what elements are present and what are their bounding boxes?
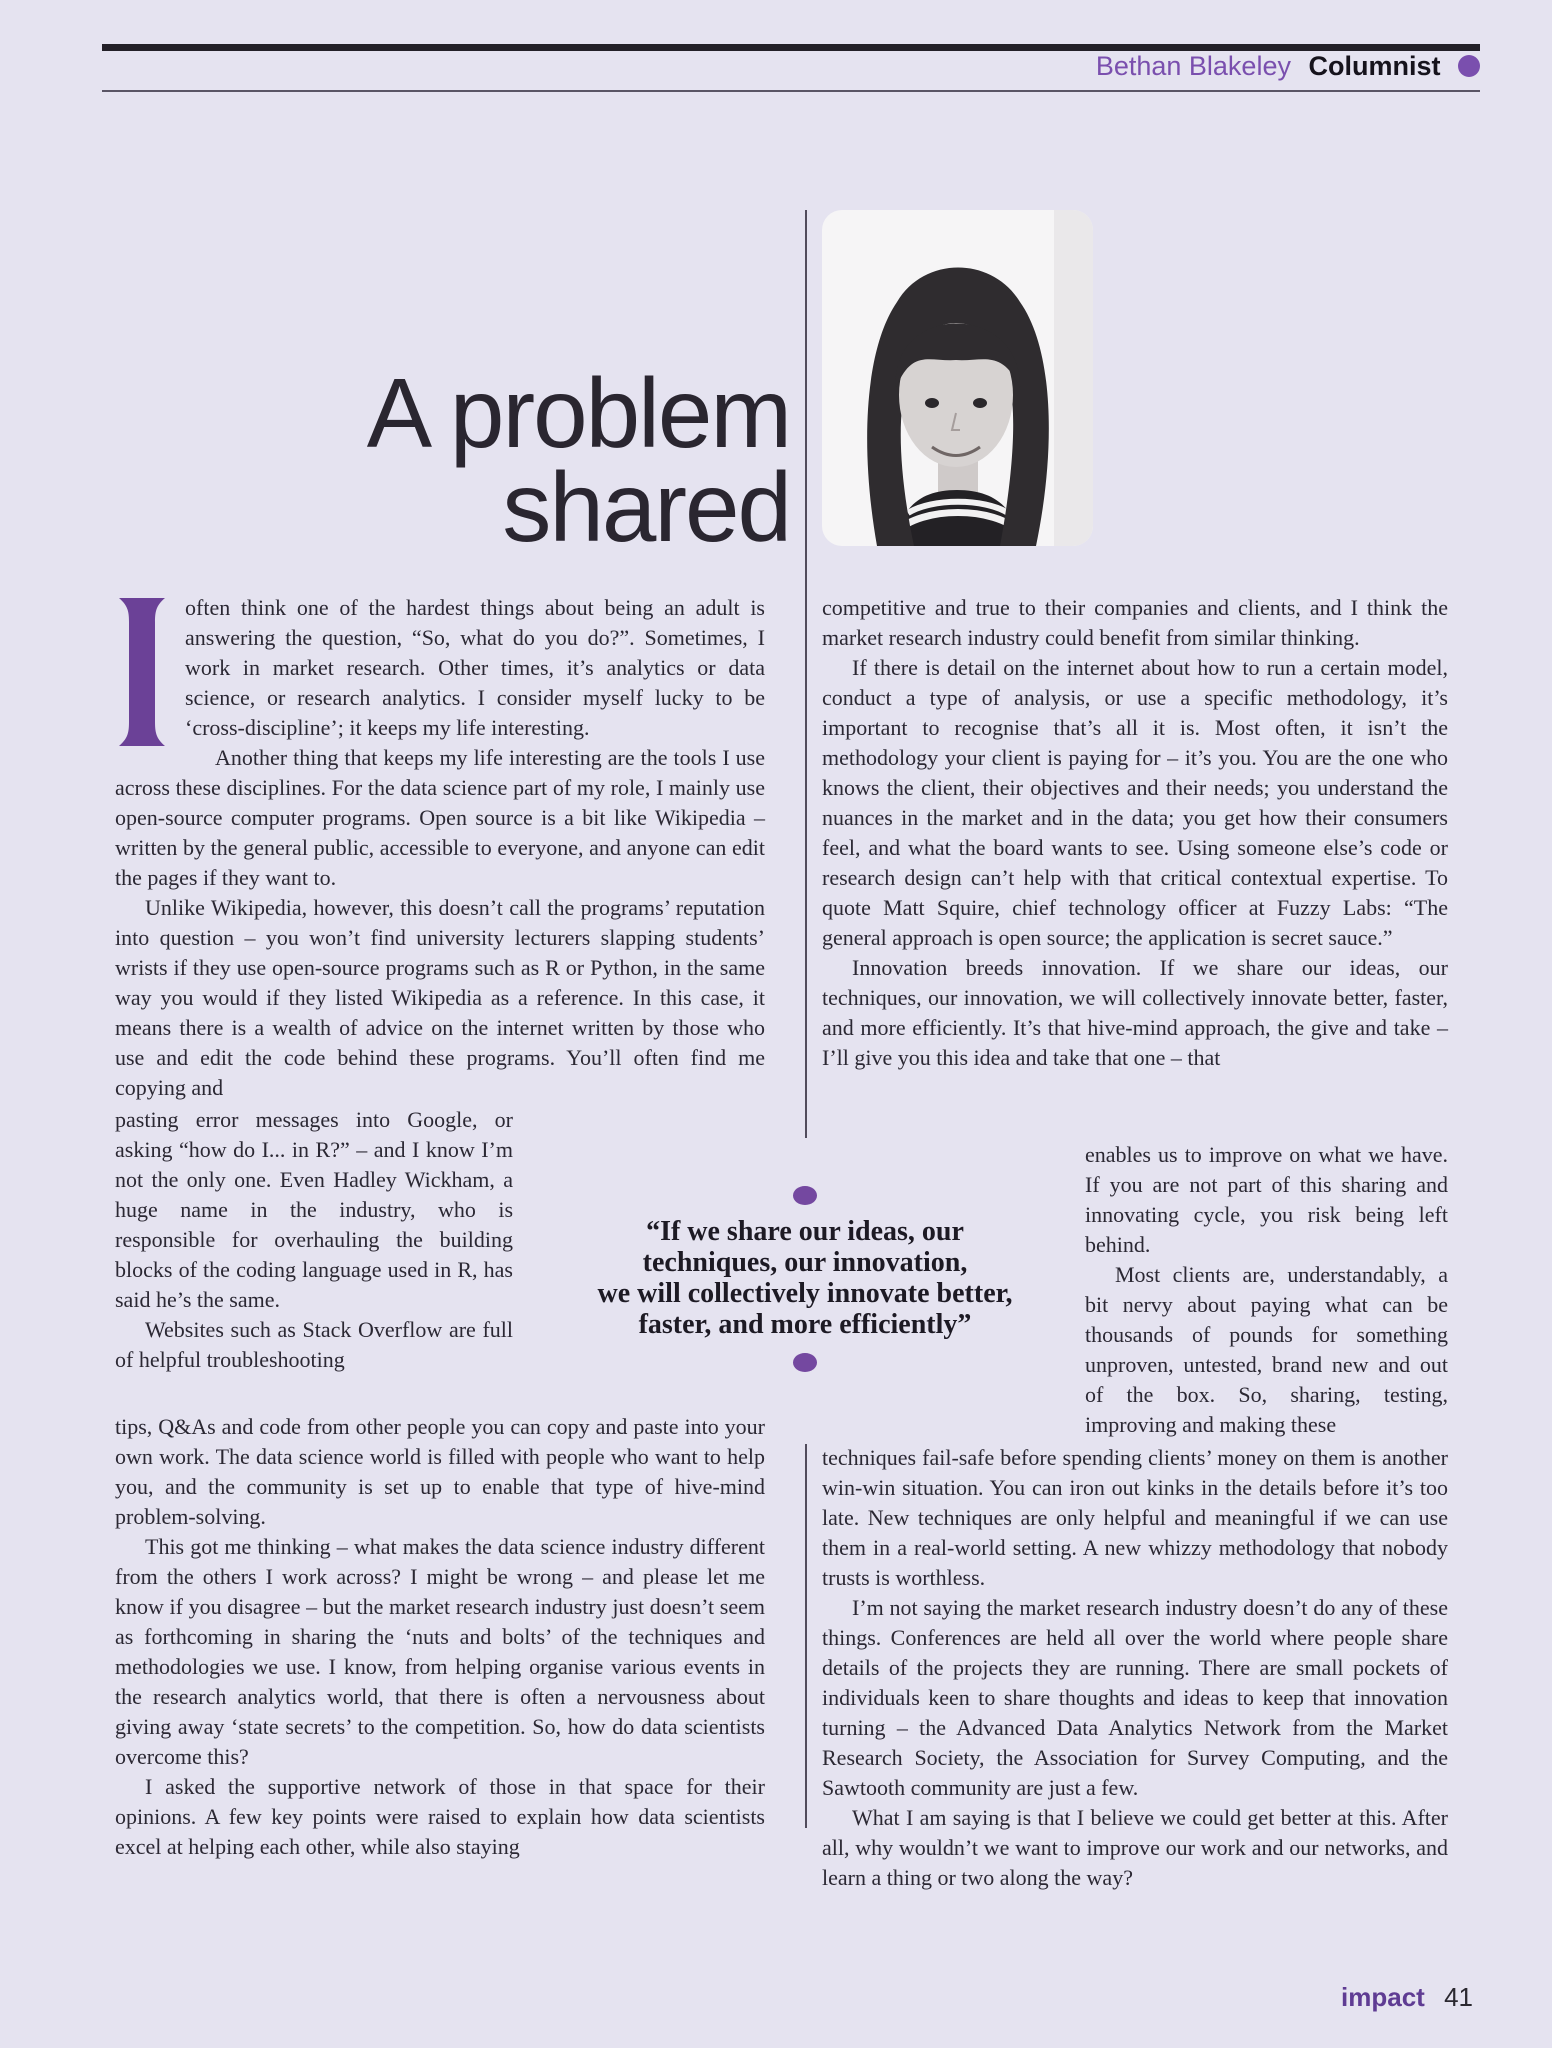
quote-dot-icon (793, 1186, 817, 1205)
left-column-bottom (115, 1412, 765, 1862)
paragraph: I’m not saying the market research industry doesn’t do any of these things. Conferences are held all over the world where people share details of the projects they are running. There are small pockets of individuals keen to share thoughts and ideas to keep that innovation turning – the Advanced Data Analytics Network from the Market Research Society, the Association for Survey Computing, and the Sawtooth community are just a few. (822, 1595, 1448, 1800)
paragraph: Most clients are, understandably, a bit nervy about paying what can be thousands of pounds for something unproven, untested, brand new and out of the box. So, sharing, testing, improving and making these (1085, 1262, 1448, 1437)
pull-quote-line: techniques, our innovation, (642, 1247, 968, 1278)
paragraph: Another thing that keeps my life interesting are the tools I use across these disciplines. For the data science part of my role, I mainly use open-source computer programs. Open source is a bit like Wikipedia – written by the general public, accessible to everyone, and anyone can edit the pages if they want to. (115, 745, 765, 890)
header-rule (102, 90, 1480, 92)
paragraph: tips, Q&As and code from other people you can copy and paste into your own work. The data science world is filled with people who want to help you, and the community is set up to enable that type of hive-mind problem-solving. (115, 1414, 765, 1529)
title-line-2: shared (502, 452, 790, 562)
paragraph: pasting error messages into Google, or asking “how do I... in R?” – and I know I’m not the only one. Even Hadley Wickham, a huge name in the industry, who is responsible for overhauling the building blocks of the coding language used in R, has said he’s the same. (115, 1107, 513, 1312)
paragraph: competitive and true to their companies and clients, and I think the market research industry could benefit from similar thinking. (822, 595, 1448, 650)
column-divider-bottom (805, 1444, 807, 1828)
paragraph: Websites such as Stack Overflow are full of helpful troubleshooting (115, 1317, 513, 1372)
paragraph: This got me thinking – what makes the data science industry different from the others I work across? I might be wrong – and please let me know if you disagree – but the market research industry just doesn’t seem as forthcoming in sharing the ‘nuts and bolts’ of the techniques and methodologies we use. I know, from helping organise various events in the research analytics world, that there is often a nervousness about giving away ‘state secrets’ to the competition. So, how do data scientists overcome this? (115, 1534, 765, 1769)
right-column-bottom (822, 1443, 1448, 1893)
drop-cap-I (115, 598, 169, 746)
bullet-icon (1458, 55, 1480, 77)
pull-quote (518, 1186, 1092, 1372)
paragraph-lead (115, 593, 765, 743)
paragraph: I asked the supportive network of those in that space for their opinions. A few key points were raised to explain how data scientists excel at helping each other, while also staying (115, 1774, 765, 1859)
pull-quote-line: “If we share our ideas, our (646, 1216, 964, 1247)
paragraph: techniques fail-safe before spending clients’ money on them is another win-win situation. You can iron out kinks in the details before it’s too late. New techniques are only helpful and meaningful if we can use them in a real-world setting. A new whizzy methodology that nobody trusts is worthless. (822, 1445, 1448, 1590)
title-line-1: A problem (366, 358, 790, 468)
paragraph: What I am saying is that I believe we could get better at this. After all, why wouldn’t we want to improve our work and our networks, and learn a thing or two along the way? (822, 1805, 1448, 1890)
left-column-narrow (115, 1105, 513, 1375)
left-column-top (115, 593, 765, 1103)
byline (102, 50, 1480, 82)
paragraph: enables us to improve on what we have. If you are not part of this sharing and innovating cycle, you risk being left behind. (1085, 1142, 1448, 1257)
column-divider-top (805, 210, 807, 1138)
paragraph: If there is detail on the internet about how to run a certain model, conduct a type of analysis, or use a specific methodology, it’s important to recognise that’s all it is. Most often, it isn’t the methodology your client is paying for – it’s you. You are the one who knows the client, their objectives and their needs; you understand the nuances in the market and in the data; you get how their consumers feel, and what the board wants to see. Using someone else’s code or research design can’t help with that critical contextual expertise. To quote Matt Squire, chief technology officer at Fuzzy Labs: “The general approach is open source; the application is secret sauce.” (822, 655, 1448, 950)
pull-quote-line: faster, and more efficiently” (638, 1309, 972, 1340)
paragraph: Innovation breeds innovation. If we share our ideas, our techniques, our innovation, we will collectively innovate better, faster, and more efficiently. It’s that hive-mind approach, the give and take – I’ll give you this idea and take that one – that (822, 955, 1448, 1070)
portrait-illustration (822, 210, 1093, 546)
article-title (150, 358, 790, 562)
quote-dot-icon (793, 1353, 817, 1372)
right-column-top (822, 593, 1448, 1073)
page-number: 41 (1444, 1982, 1473, 2012)
author-name: Bethan Blakeley (1095, 51, 1291, 81)
right-column-narrow (1085, 1140, 1448, 1440)
magazine-logo: impact (1341, 1982, 1425, 2012)
pull-quote-line: we will collectively innovate better, (597, 1278, 1013, 1309)
author-photo (822, 210, 1093, 546)
paragraph: Unlike Wikipedia, however, this doesn’t call the programs’ reputation into question – you won’t find university lecturers slapping students’ wrists if they use open-source programs such as R or Python, in the same way you would if they listed Wikipedia as a reference. In this case, it means there is a wealth of advice on the internet written by those who use and edit the code behind these programs. You’ll often find me copying and (115, 895, 765, 1100)
author-role: Columnist (1308, 51, 1441, 81)
paragraph-text: often think one of the hardest things about being an adult is answering the question, “So, what do you do?”. Sometimes, I work in market research. Other times, it’s analytics or data science, or research analytics. I consider myself lucky to be ‘cross-discipline’; it keeps my life interesting. (185, 595, 765, 740)
page-footer (102, 1982, 1473, 2013)
